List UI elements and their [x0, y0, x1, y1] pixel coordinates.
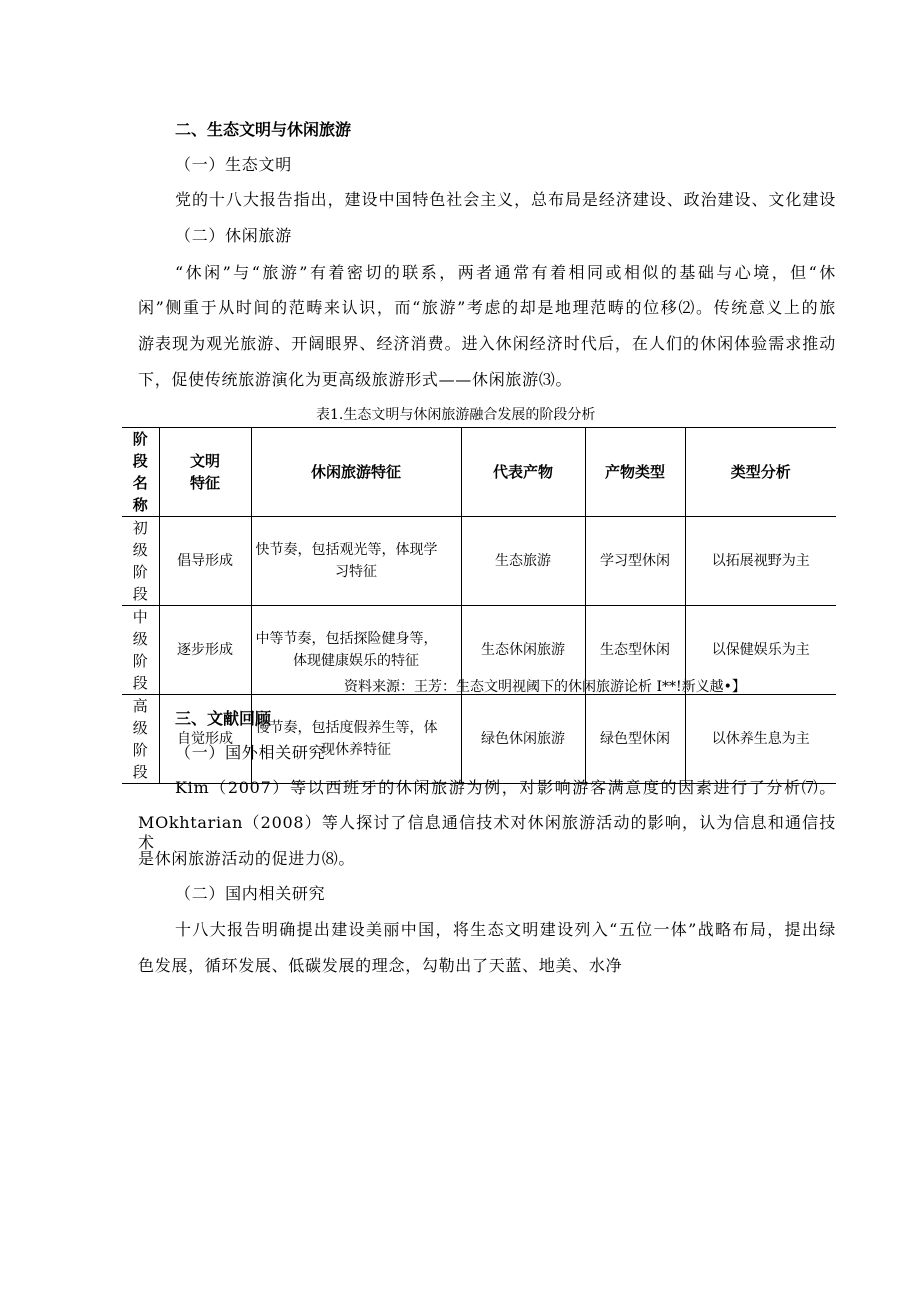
subsection-3-2-heading: （二）国内相关研究	[175, 884, 326, 903]
paragraph-domestic-line-2: 色发展，循环发展、低碳发展的理念，勾勒出了天蓝、地美、水净	[138, 956, 623, 975]
cell-product-type: 生态型休闲	[585, 606, 685, 695]
cell-civilization: 倡导形成	[159, 517, 251, 606]
paragraph-leisure-line-1: “休闲”与“旅游”有着密切的联系，两者通常有着相同或相似的基础与心境，但“休	[175, 263, 836, 282]
paragraph-foreign-line-3: 是休闲旅游活动的促进力⑻。	[138, 849, 356, 868]
section-3-heading: 三、文献回顾	[175, 709, 272, 728]
paragraph-domestic-line-1: 十八大报告明确提出建设美丽中国，将生态文明建设列入“五位一体”战略布局，提出绿	[175, 920, 836, 939]
subsection-2-2-heading: （二）休闲旅游	[175, 226, 292, 245]
cell-feature: 中等节奏，包括探险健身等， 体现健康娱乐的特征	[251, 606, 461, 695]
cell-stage: 初级 阶段	[122, 517, 159, 606]
header-representative-product: 代表产物	[461, 428, 585, 517]
cell-analysis: 以休养生息为主	[685, 695, 836, 784]
cell-product-type: 绿色型休闲	[585, 695, 685, 784]
table-row	[122, 517, 836, 606]
cell-analysis: 以保健娱乐为主	[685, 606, 836, 695]
cell-product: 绿色休闲旅游	[461, 695, 585, 784]
subsection-2-1-heading: （一）生态文明	[175, 155, 292, 174]
paragraph-foreign-line-1: Kim（2007）等以西班牙的休闲旅游为例，对影响游客满意度的因素进行了分析⑺。	[175, 778, 836, 797]
table-caption: 表1.生态文明与休闲旅游融合发展的阶段分析	[316, 407, 596, 423]
header-stage-name: 阶段 名称	[122, 428, 159, 517]
paragraph-leisure-line-2: 闲”侧重于从时间的范畴来认识，而“旅游”考虑的却是地理范畴的位移⑵。传统意义上的旅	[138, 298, 836, 317]
stage-analysis-table	[122, 427, 836, 784]
header-civilization-feature: 文明 特征	[159, 428, 251, 517]
paragraph-leisure-line-3: 游表现为观光旅游、开阔眼界、经济消费。进入休闲经济时代后，在人们的休闲体验需求推动	[138, 334, 836, 353]
table-source-note: 资料来源：王芳：生态文明视阈下的休闲旅游论析 I**!新义越•】	[344, 679, 746, 695]
cell-stage: 中级阶 段	[122, 606, 159, 695]
header-product-type: 产物类型	[585, 428, 685, 517]
cell-civilization: 自觉形成	[159, 695, 251, 784]
cell-feature: 慢节奏，包括度假养生等，体 现休养特征	[251, 695, 461, 784]
paragraph-ecological-civilization: 党的十八大报告指出，建设中国特色社会主义，总布局是经济建设、政治建设、文化建设	[175, 190, 836, 209]
cell-product: 生态休闲旅游	[461, 606, 585, 695]
table-header-row	[122, 428, 836, 517]
cell-analysis: 以拓展视野为主	[685, 517, 836, 606]
header-leisure-feature: 休闲旅游特征	[251, 428, 461, 517]
paragraph-leisure-line-4: 下，促使传统旅游演化为更高级旅游形式——休闲旅游⑶。	[138, 370, 573, 389]
cell-feature: 快节奏，包括观光等，体现学 习特征	[251, 517, 461, 606]
table-row	[122, 695, 836, 784]
cell-stage: 高级阶 段	[122, 695, 159, 784]
cell-product-type: 学习型休闲	[585, 517, 685, 606]
subsection-3-1-heading: （一）国外相关研究	[175, 743, 326, 762]
cell-product: 生态旅游	[461, 517, 585, 606]
paragraph-foreign-line-2: MOkhtarian（2008）等人探讨了信息通信技术对休闲旅游活动的影响，认为信息和通信技术	[138, 813, 836, 852]
section-2-heading: 二、生态文明与休闲旅游	[175, 120, 352, 139]
cell-civilization: 逐步形成	[159, 606, 251, 695]
header-type-analysis: 类型分析	[685, 428, 836, 517]
